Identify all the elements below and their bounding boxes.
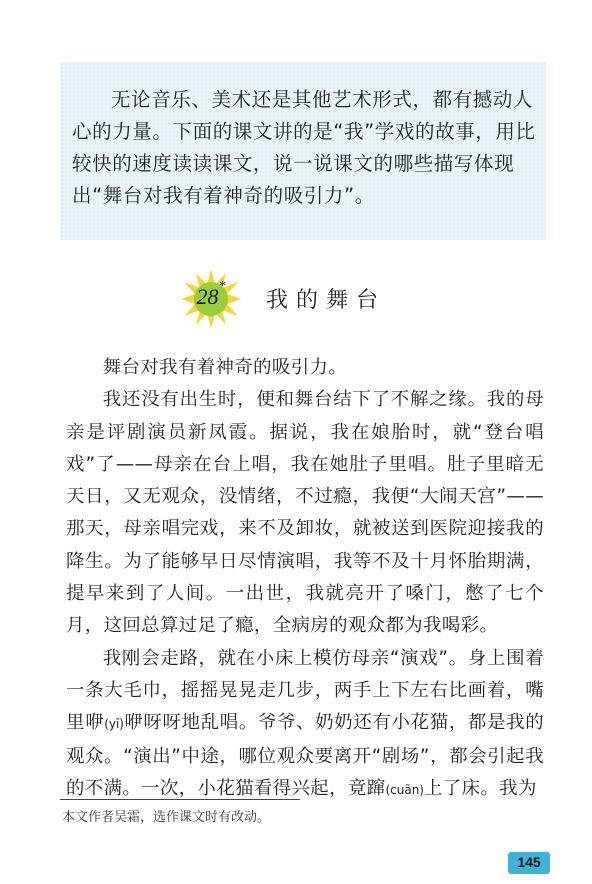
paragraph-3-part-b: 咿呀呀地乱唱。爷爷、奶奶还有小花猫，都是我的观众。“演出”中途，哪位观众要离开“剧场”，都会引起我的不满。一次，小花猫看得兴起，竟蹿 bbox=[66, 712, 544, 799]
lesson-number bbox=[189, 278, 233, 310]
body-text bbox=[66, 352, 544, 806]
page-number: 145 bbox=[517, 854, 541, 870]
footnote-divider bbox=[60, 799, 300, 800]
paragraph-2: 我还没有出生时，便和舞台结下了不解之缘。我的母亲是评剧演员新凤霞。据说，我在娘胎时，就“登台唱戏”了——母亲在台上唱，我在她肚子里唱。肚子里暗无天日，又无观众，没情绪，不过瘾，我便“大闹天宫”——那天，母亲唱完戏，来不及卸妆，就被送到医院迎接我的降生。为了能够早日尽情演唱，我等不及十月怀胎期满，提早来到了人间。一出世，我就亮开了嗓门，憋了七个月，这回总算过足了瘾，全病房的观众都为我喝彩。 bbox=[66, 389, 544, 637]
paragraph-3 bbox=[66, 643, 544, 806]
lesson-title-block bbox=[180, 268, 440, 328]
paragraph-3-part-a: 我刚会走路，就在小床上模仿母亲“演戏”。身上围着一条大毛巾，摇摇晃晃走几步，两手上下左右比画着，嘴里咿 bbox=[66, 647, 544, 734]
lesson-number-mark: * bbox=[218, 278, 226, 294]
pinyin-annotation: (cuān) bbox=[385, 782, 424, 797]
paragraph-1: 舞台对我有着神奇的吸引力。 bbox=[102, 357, 348, 378]
lesson-title: 我的舞台 bbox=[266, 288, 387, 313]
lesson-number-value: 28 bbox=[196, 284, 219, 309]
pinyin-annotation: (yī) bbox=[104, 717, 124, 732]
footnote: 本文作者吴霜，选作课文时有改动。 bbox=[62, 810, 271, 825]
paragraph-3-part-c: 上了床。我为 bbox=[423, 777, 537, 799]
intro-text: 无论音乐、美术还是其他艺术形式，都有撼动人心的力量。下面的课文讲的是“我”学戏的故事，用比较快的速度读读课文，说一说课文的哪些描写体现出“舞台对我有着神奇的吸引力”。 bbox=[72, 88, 536, 207]
